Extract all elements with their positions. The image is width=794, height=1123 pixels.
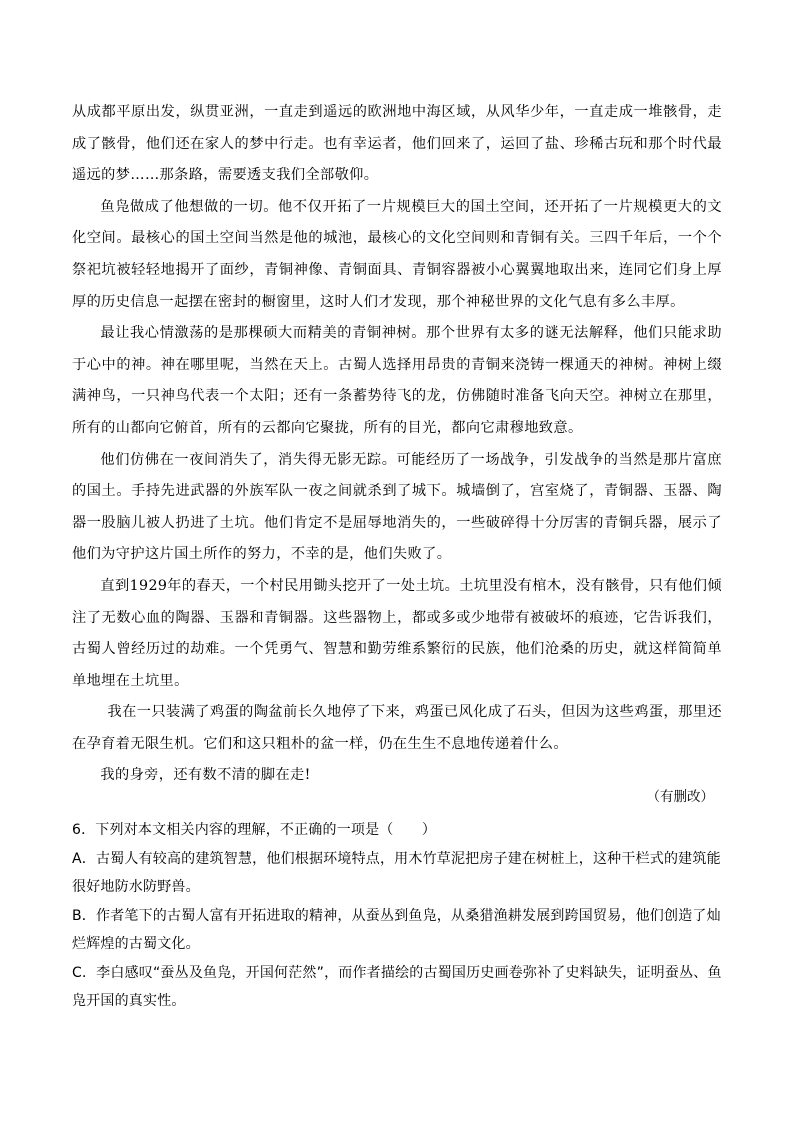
question-6 [72,816,724,1016]
passage-paragraph-1: 从成都平原出发，纵贯亚洲，一直走到遥远的欧洲地中海区域，从风华少年，一直走成一堆骸骨，走成了骸骨，他们还在家人的梦中行走。也有幸运者，他们回来了，运回了盐、珍稀古玩和那个时代最遥远的梦……那条路，需要透支我们全部敬仰。 [72,104,722,184]
option-b: B．作者笔下的古蜀人富有开拓进取的精神，从蚕丛到鱼凫，从桑猎渔耕发展到跨国贸易，他们创造了灿烂辉煌的古蜀文化。 [72,907,721,952]
option-a: A．古蜀人有较高的建筑智慧，他们根据环境特点，用木竹草泥把房子建在树桩上，这种干栏式的建筑能很好地防水防野兽。 [72,850,721,895]
question-stem: 6．下列对本文相关内容的理解，不正确的一项是（ ） [72,822,437,838]
passage-paragraph-7: 我的身旁，还有数不清的脚在走! [100,767,311,784]
passage-paragraph-3: 最让我心情激荡的是那棵硕大而精美的青铜神树。那个世界有太多的谜无法解释，他们只能求助于心中的神。神在哪里呢，当然在天上。古蜀人选择用昂贵的青铜来浇铸一棵通天的神树。神树上缀满神鸟，一只神鸟代表一个太阳；还有一条蓄势待飞的龙，仿佛随时准备飞向天空。神树立在那里，所有的山都向它俯首，所有的云都向它聚拢，所有的目光，都向它肃穆地致意。 [72,325,722,436]
passage-paragraph-5: 直到1929年的春天，一个村民用锄头挖开了一处土坑。土坑里没有棺木，没有骸骨，只有他们倾注了无数心血的陶器、玉器和青铜器。这些器物上，都或多或少地带有被破坏的痕迹，它告诉我们，古蜀人曾经历过的劫难。一个凭勇气、智慧和勤劳维系繁衍的民族，他们沧桑的历史，就这样简简单单地埋在土坑里。 [72,577,722,689]
source-note: （有删改） [646,789,714,805]
reading-passage [72,97,722,792]
passage-paragraph-2: 鱼凫做成了他想做的一切。他不仅开拓了一片规模巨大的国土空间，还开拓了一片规模更大的文化空间。最核心的国土空间当然是他的城池，最核心的文化空间则和青铜有关。三四千年后，一个个祭祀坑被轻轻地揭开了面纱，青铜神像、青铜面具、青铜容器被小心翼翼地取出来，连同它们身上厚厚的历史信息一起摆在密封的橱窗里，这时人们才发现，那个神秘世界的文化气息有多么丰厚。 [72,198,722,310]
passage-paragraph-4: 他们仿佛在一夜间消失了，消失得无影无踪。可能经历了一场战争，引发战争的当然是那片富庶的国土。手持先进武器的外族军队一夜之间就杀到了城下。城墙倒了，宫室烧了，青铜器、玉器、陶器一股脑儿被人扔进了土坑。他们肯定不是屈辱地消失的，一些破碎得十分厉害的青铜兵器，展示了他们为守护这片国土所作的努力，不幸的是，他们失败了。 [72,451,722,563]
passage-paragraph-6: 我在一只装满了鸡蛋的陶盆前长久地停了下来，鸡蛋已风化成了石头，但因为这些鸡蛋，那里还在孕育着无限生机。它们和这只粗朴的盆一样，仍在生生不息地传递着什么。 [72,704,722,752]
option-c: C．李白感叹“蚕丛及鱼凫，开国何茫然”，而作者描绘的古蜀国历史画卷弥补了史料缺失，证明蚕丛、鱼凫开国的真实性。 [72,964,722,1009]
